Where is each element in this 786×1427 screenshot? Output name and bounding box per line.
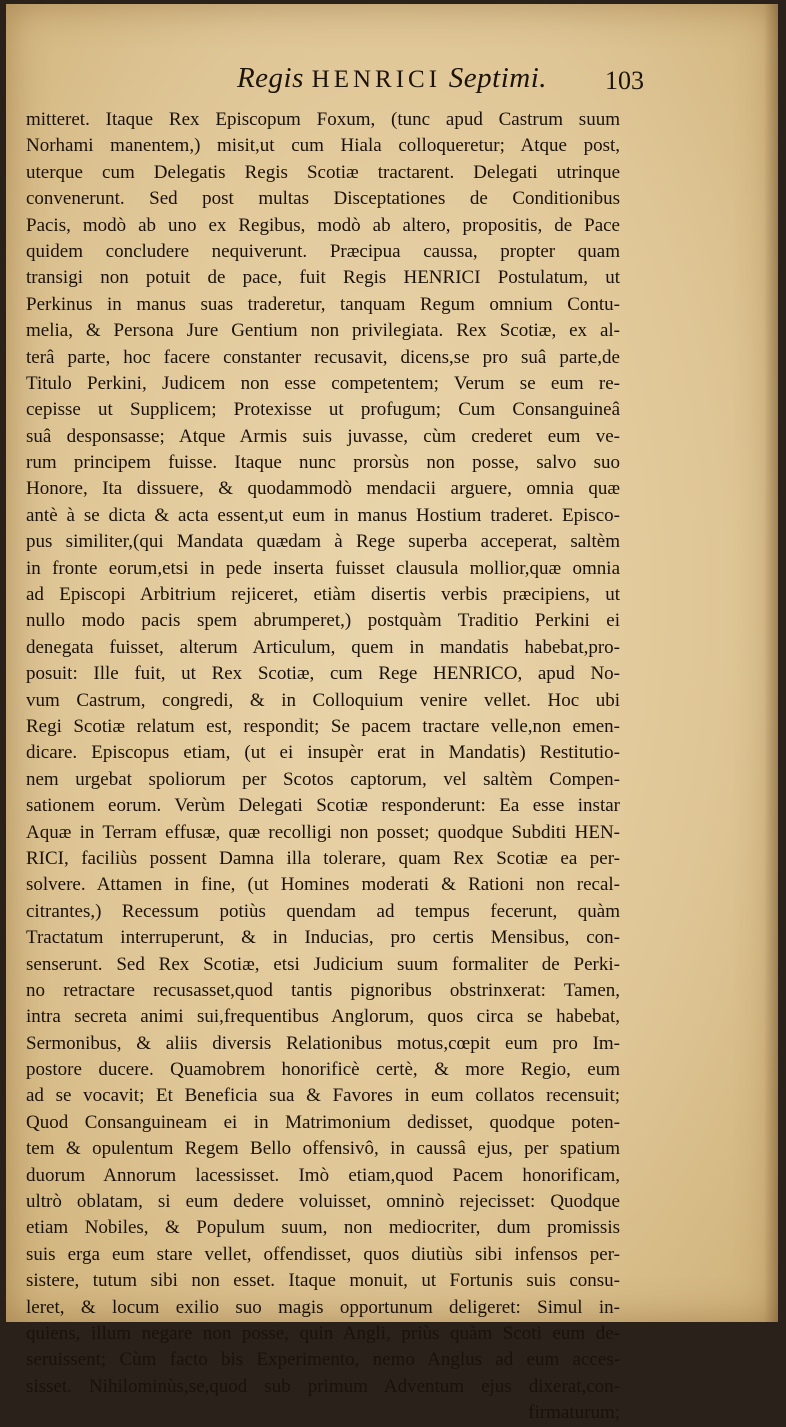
text-line: antè à se dicta & acta essent,ut eum in manus Hostium traderet. Episco- [26,504,620,526]
text-line: RICI, faciliùs possent Damna illa tolerare, quam Rex Scotiæ ea per- [26,847,620,869]
body-text [26,107,620,1427]
text-line: Norhami manentem,) misit,ut cum Hiala colloqueretur; Atque post, [26,135,620,157]
text-line: solvere. Attamen in fine, (ut Homines moderati & Rationi non recal- [26,874,620,896]
text-line: Titulo Perkini, Judicem non esse competentem; Verum se eum re- [26,372,620,394]
running-title-caps: HENRICI [311,66,442,93]
text-line: Regi Scotiæ relatum est, respondit; Se pacem tractare velle,non emen- [26,715,620,737]
text-line: ad Episcopi Arbitrium rejiceret, etiàm disertis verbis præcipiens, ut [26,584,620,606]
text-line: suis erga eum stare vellet, offendisset, quos diutiùs sibi infensos per- [26,1243,620,1265]
text-line: tem & opulentum Regem Bello offensivô, in caussâ ejus, per spatium [26,1138,620,1160]
text-line: uterque cum Delegatis Regis Scotiæ tractarent. Delegati utrinque [26,161,620,183]
text-line: ad se vocavit; Et Beneficia sua & Favores in eum collatos recensuit; [26,1085,620,1107]
text-line: seruissent; Cùm facto bis Experimento, nemo Anglus ad eum acces- [26,1349,620,1371]
text-line: Pacis, modò ab uno ex Regibus, modò ab altero, propositis, de Pace [26,214,620,236]
text-line: posuit: Ille fuit, ut Rex Scotiæ, cum Rege HENRICO, apud No- [26,663,620,685]
text-line: cepisse ut Supplicem; Protexisse ut profugum; Cum Consanguineâ [26,399,620,421]
page-edge-shadow [764,4,778,1322]
text-line: quidem concludere nequiverunt. Præcipua caussa, propter quam [26,240,620,262]
text-line: sationem eorum. Verùm Delegati Scotiæ responderunt: Ea esse instar [26,795,620,817]
text-line: vum Castrum, congredi, & in Colloquium venire vellet. Hoc ubi [26,689,620,711]
text-line: rum principem fuisse. Itaque nunc prorsùs non posse, salvo suo [26,452,620,474]
text-line: citrantes,) Recessum potiùs quendam ad tempus fecerunt, quàm [26,900,620,922]
text-line: duorum Annorum lacessisset. Imò etiam,quod Pacem honorificam, [26,1164,620,1186]
text-line: firmaturum; [528,1402,620,1424]
text-line: Honore, Ita dissuere, & quodammodò mendacii arguere, omnia quæ [26,478,620,500]
running-title-post: Septimi. [448,62,548,94]
page-number: 103 [605,66,644,95]
text-line: dicare. Episcopus etiam, (ut ei insupèr erat in Mandatis) Restitutio- [26,742,620,764]
text-line: sistere, tutum sibi non esset. Itaque monuit, ut Fortunis suis consu- [26,1270,620,1292]
text-line: in fronte eorum,etsi in pede inserta fuisset clausula mollior,quæ omnia [26,557,620,579]
text-line: pus similiter,(qui Mandata quædam à Rege superba acceperat, saltèm [26,531,620,553]
text-line: denegata fuisset, alterum Articulum, quem in mandatis habebat,pro- [26,636,620,658]
running-title [6,62,778,95]
text-line: Perkinus in manus suas traderetur, tanquam Regum omnium Contu- [26,293,620,315]
page-header [6,62,778,106]
text-line: convenerunt. Sed post multas Disceptationes de Conditionibus [26,188,620,210]
text-line: etiam Nobiles, & Populum suum, non mediocriter, dum promissis [26,1217,620,1239]
running-title-pre: Regis [236,62,304,94]
text-line: Quod Consanguineam ei in Matrimonium dedisset, quodque poten- [26,1111,620,1133]
text-line: sisset. Nihilominùs,se,quod sub primum Adventum ejus dixerat,con- [26,1375,620,1397]
text-line: transigi non potuit de pace, fuit Regis HENRICI Postulatum, ut [26,267,620,289]
text-line: Sermonibus, & aliis diversis Relationibus motus,cœpit eum pro Im- [26,1032,620,1054]
text-line: nem urgebat spoliorum per Scotos captorum, vel saltèm Compen- [26,768,620,790]
text-line: no retractare recusasset,quod tantis pignoribus obstrinxerat: Tamen, [26,979,620,1001]
book-page [6,4,778,1424]
text-line: nullo modo pacis spem abrumperet,) postquàm Traditio Perkini ei [26,610,620,632]
text-line: melia, & Persona Jure Gentium non privilegiata. Rex Scotiæ, ex al- [26,320,620,342]
text-line: terâ parte, hoc facere constanter recusavit, dicens,se pro suâ parte,de [26,346,620,368]
text-line: quiens, illum negare non posse, quin Angli, priùs quàm Scoti eum de- [26,1322,620,1344]
text-line: mitteret. Itaque Rex Episcopum Foxum, (tunc apud Castrum suum [26,109,620,130]
text-line: suâ desponsasse; Atque Armis suis juvasse, cùm crederet eum ve- [26,425,620,447]
text-line: intra secreta animi sui,frequentibus Anglorum, quos circa se habebat, [26,1006,620,1028]
text-line: Tractatum interruperunt, & in Inducias, pro certis Mensibus, con- [26,927,620,949]
text-line: postore ducere. Quamobrem honorificè certè, & more Regio, eum [26,1059,620,1081]
text-line: leret, & locum exilio suo magis opportunum deligeret: Simul in- [26,1296,620,1318]
text-line: senserunt. Sed Rex Scotiæ, etsi Judicium suum formaliter de Perki- [26,953,620,975]
text-line: ultrò oblatam, si eum dedere voluisset, omninò rejecisset: Quodque [26,1191,620,1213]
text-line: Aquæ in Terram effusæ, quæ recolligi non posset; quodque Subditi HEN- [26,821,620,843]
